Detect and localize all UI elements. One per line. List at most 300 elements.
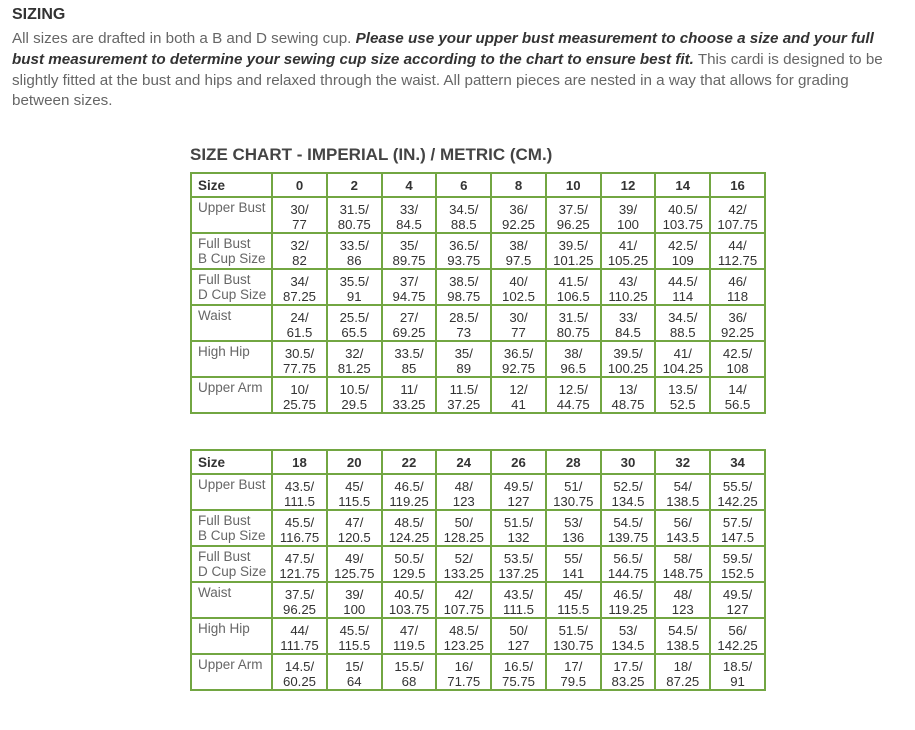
imperial-value: 14.5/ <box>284 659 315 674</box>
imperial-value: 13.5/ <box>668 382 698 397</box>
measurement-label-line: Waist <box>198 308 232 323</box>
measurement-cell <box>710 546 765 582</box>
metric-value: 143.5 <box>666 530 700 545</box>
metric-value: 114 <box>672 289 694 304</box>
imperial-value: 46.5/ <box>613 587 643 602</box>
imperial-value: 33/ <box>399 202 419 217</box>
measurement-cell <box>327 474 382 510</box>
measurement-cell <box>601 305 656 341</box>
metric-value: 87.25 <box>666 674 700 689</box>
measurement-cell <box>655 269 710 305</box>
size-header-cell: 2 <box>327 173 382 197</box>
metric-value: 93.75 <box>447 253 481 268</box>
measurement-cell <box>272 582 327 618</box>
measurement-cell <box>327 510 382 546</box>
table-row <box>191 546 765 582</box>
imperial-value: 37.5/ <box>284 587 315 602</box>
metric-value: 134.5 <box>611 494 645 509</box>
imperial-value: 30.5/ <box>284 346 315 361</box>
imperial-value: 48/ <box>454 479 473 494</box>
measurement-label <box>191 654 272 690</box>
measurement-cell <box>272 233 327 269</box>
measurement-cell <box>655 377 710 413</box>
measurement-label <box>191 582 272 618</box>
imperial-value: 12.5/ <box>558 382 588 397</box>
imperial-value: 43.5/ <box>284 479 315 494</box>
size-header-cell: 14 <box>655 173 710 197</box>
imperial-value: 36.5/ <box>449 238 479 253</box>
measurement-cell <box>655 341 710 377</box>
metric-value: 102.5 <box>501 289 535 304</box>
size-header-cell: 4 <box>382 173 437 197</box>
imperial-value: 54.5/ <box>668 623 698 638</box>
size-header-label: Size <box>191 173 272 197</box>
size-header-cell: 10 <box>546 173 601 197</box>
imperial-value: 15.5/ <box>394 659 424 674</box>
metric-value: 144.75 <box>607 566 649 581</box>
measurement-cell <box>272 654 327 690</box>
imperial-value: 59.5/ <box>722 551 753 566</box>
metric-value: 91 <box>346 289 362 304</box>
metric-value: 100 <box>616 217 639 232</box>
measurement-cell <box>436 546 491 582</box>
measurement-cell <box>272 618 327 654</box>
measurement-cell <box>601 654 656 690</box>
measurement-cell <box>546 546 601 582</box>
metric-value: 64 <box>346 674 362 689</box>
metric-value: 115.5 <box>338 494 371 509</box>
measurement-cell <box>546 510 601 546</box>
imperial-value: 53/ <box>564 515 583 530</box>
imperial-value: 16.5/ <box>503 659 534 674</box>
measurement-cell <box>436 305 491 341</box>
measurement-cell <box>601 197 656 233</box>
imperial-value: 36.5/ <box>503 346 534 361</box>
metric-value: 91 <box>730 674 745 689</box>
table-row <box>191 269 765 305</box>
metric-value: 116.75 <box>279 530 320 545</box>
imperial-value: 32/ <box>290 238 309 253</box>
metric-value: 127 <box>507 638 530 653</box>
measurement-label <box>191 510 272 546</box>
metric-value: 129.5 <box>392 566 426 581</box>
metric-value: 89.75 <box>392 253 426 268</box>
imperial-value: 48.5/ <box>394 515 424 530</box>
metric-value: 52.5 <box>669 397 696 412</box>
measurement-cell <box>436 654 491 690</box>
table-row <box>191 341 765 377</box>
metric-value: 87.25 <box>282 289 316 304</box>
size-header-cell: 6 <box>436 173 491 197</box>
size-header-cell: 34 <box>710 450 765 474</box>
imperial-value: 46.5/ <box>394 479 424 494</box>
imperial-value: 58/ <box>673 551 692 566</box>
measurement-cell <box>491 510 546 546</box>
imperial-value: 39.5/ <box>613 346 643 361</box>
measurement-label <box>191 233 272 269</box>
metric-value: 120.5 <box>337 530 371 545</box>
metric-value: 77.75 <box>282 361 316 376</box>
imperial-value: 43.5/ <box>503 587 534 602</box>
imperial-value: 42/ <box>454 587 473 602</box>
metric-value: 77 <box>292 217 307 232</box>
size-header-cell: 28 <box>546 450 601 474</box>
measurement-cell <box>272 546 327 582</box>
measurement-cell <box>272 269 327 305</box>
metric-value: 60.25 <box>282 674 316 689</box>
metric-value: 108 <box>726 361 749 376</box>
metric-value: 82 <box>292 253 307 268</box>
imperial-value: 17/ <box>564 659 583 674</box>
metric-value: 130.75 <box>553 638 594 653</box>
metric-value: 97.5 <box>505 253 532 268</box>
metric-value: 79.5 <box>560 674 587 689</box>
measurement-cell <box>491 546 546 582</box>
measurement-cell <box>436 197 491 233</box>
measurement-cell <box>601 474 656 510</box>
imperial-value: 50.5/ <box>394 551 424 566</box>
measurement-cell <box>655 654 710 690</box>
imperial-value: 41/ <box>673 346 692 361</box>
measurement-cell <box>546 582 601 618</box>
metric-value: 125.75 <box>334 566 375 581</box>
size-header-cell: 18 <box>272 450 327 474</box>
size-header-cell: 32 <box>655 450 710 474</box>
imperial-value: 38/ <box>509 238 528 253</box>
imperial-value: 34.5/ <box>449 202 479 217</box>
metric-value: 137.25 <box>498 566 539 581</box>
metric-value: 115.5 <box>557 602 590 617</box>
metric-value: 121.75 <box>279 566 320 581</box>
measurement-cell <box>436 341 491 377</box>
measurement-cell <box>436 377 491 413</box>
metric-value: 96.5 <box>560 361 587 376</box>
measurement-cell <box>382 197 437 233</box>
measurement-label-line: Full Bust <box>198 272 251 287</box>
measurement-cell <box>436 582 491 618</box>
metric-value: 84.5 <box>396 217 422 232</box>
table-row <box>191 654 765 690</box>
size-header-row <box>191 450 765 474</box>
measurement-cell <box>601 377 656 413</box>
imperial-value: 11.5/ <box>449 382 478 397</box>
metric-value: 107.75 <box>717 217 758 232</box>
measurement-cell <box>436 510 491 546</box>
measurement-cell <box>491 377 546 413</box>
imperial-value: 18/ <box>673 659 692 674</box>
metric-value: 29.5 <box>341 397 368 412</box>
measurement-label-line: Upper Bust <box>198 200 266 215</box>
metric-value: 103.75 <box>662 217 703 232</box>
metric-value: 73 <box>456 325 472 340</box>
metric-value: 88.5 <box>450 217 477 232</box>
imperial-value: 48.5/ <box>449 623 479 638</box>
metric-value: 101.25 <box>553 253 594 268</box>
table-row <box>191 233 765 269</box>
measurement-cell <box>546 341 601 377</box>
metric-value: 148.75 <box>662 566 703 581</box>
measurement-cell <box>491 269 546 305</box>
metric-value: 111.5 <box>283 494 316 509</box>
measurement-cell <box>655 618 710 654</box>
measurement-label-line: High Hip <box>198 344 250 359</box>
measurement-cell <box>710 618 765 654</box>
imperial-value: 42/ <box>728 202 747 217</box>
measurement-cell <box>710 377 765 413</box>
imperial-value: 45.5/ <box>339 623 369 638</box>
imperial-value: 12/ <box>509 382 528 397</box>
measurement-cell <box>546 654 601 690</box>
measurement-cell <box>272 377 327 413</box>
metric-value: 133.25 <box>443 566 484 581</box>
measurement-cell <box>382 546 437 582</box>
measurement-cell <box>710 474 765 510</box>
table-row <box>191 377 765 413</box>
measurement-cell <box>327 305 382 341</box>
measurement-cell <box>272 474 327 510</box>
measurement-cell <box>546 618 601 654</box>
imperial-value: 51/ <box>564 479 583 494</box>
metric-value: 118 <box>727 289 749 304</box>
measurement-cell <box>436 618 491 654</box>
measurement-label <box>191 377 272 413</box>
metric-value: 141 <box>562 566 585 581</box>
metric-value: 123 <box>671 602 694 617</box>
measurement-cell <box>546 197 601 233</box>
measurement-cell <box>655 474 710 510</box>
imperial-value: 13/ <box>618 382 638 397</box>
imperial-value: 47/ <box>345 515 364 530</box>
measurement-cell <box>710 305 765 341</box>
imperial-value: 46/ <box>728 274 747 289</box>
metric-value: 127 <box>507 494 530 509</box>
measurement-cell <box>655 510 710 546</box>
measurement-cell <box>491 233 546 269</box>
size-header-cell: 30 <box>601 450 656 474</box>
measurement-cell <box>327 618 382 654</box>
imperial-value: 18.5/ <box>722 659 753 674</box>
measurement-cell <box>327 197 382 233</box>
measurement-label <box>191 474 272 510</box>
measurement-cell <box>546 474 601 510</box>
measurement-cell <box>546 305 601 341</box>
metric-value: 33.25 <box>392 397 426 412</box>
imperial-value: 17.5/ <box>613 659 643 674</box>
measurement-label <box>191 618 272 654</box>
measurement-cell <box>327 233 382 269</box>
measurement-cell <box>491 582 546 618</box>
measurement-cell <box>491 197 546 233</box>
measurement-cell <box>655 197 710 233</box>
metric-value: 77 <box>511 325 526 340</box>
imperial-value: 54/ <box>673 479 692 494</box>
imperial-value: 41/ <box>618 238 638 253</box>
imperial-value: 33.5/ <box>339 238 369 253</box>
intro-text-start: All sizes are drafted in both a B and D sewing cup. <box>12 30 356 47</box>
metric-value: 98.75 <box>447 289 481 304</box>
measurement-cell <box>382 618 437 654</box>
measurement-cell <box>710 341 765 377</box>
measurement-cell <box>382 377 437 413</box>
measurement-cell <box>327 341 382 377</box>
imperial-value: 49/ <box>345 551 364 566</box>
metric-value: 139.75 <box>607 530 649 545</box>
imperial-value: 36/ <box>509 202 528 217</box>
measurement-cell <box>601 582 656 618</box>
metric-value: 112.75 <box>717 253 758 268</box>
metric-value: 96.25 <box>556 217 590 232</box>
measurement-cell <box>272 510 327 546</box>
measurement-cell <box>382 510 437 546</box>
metric-value: 69.25 <box>392 325 426 340</box>
metric-value: 138.5 <box>666 638 700 653</box>
imperial-value: 52.5/ <box>613 479 643 494</box>
imperial-value: 49.5/ <box>722 587 753 602</box>
size-header-cell: 16 <box>710 173 765 197</box>
size-header-cell: 26 <box>491 450 546 474</box>
measurement-cell <box>436 233 491 269</box>
imperial-value: 25.5/ <box>339 310 369 325</box>
measurement-label-line: D Cup Size <box>198 287 267 302</box>
measurement-label-line: Full Bust <box>198 549 251 564</box>
measurement-cell <box>655 305 710 341</box>
metric-value: 111.5 <box>502 602 535 617</box>
measurement-cell <box>491 341 546 377</box>
imperial-value: 28.5/ <box>449 310 479 325</box>
imperial-value: 47.5/ <box>284 551 315 566</box>
imperial-value: 39/ <box>345 587 364 602</box>
metric-value: 142.25 <box>717 494 758 509</box>
measurement-cell <box>601 546 656 582</box>
metric-value: 86 <box>346 253 362 268</box>
imperial-value: 45/ <box>345 479 364 494</box>
imperial-value: 39/ <box>618 202 638 217</box>
metric-value: 136 <box>562 530 585 545</box>
size-header-cell: 12 <box>601 173 656 197</box>
metric-value: 92.75 <box>501 361 535 376</box>
size-chart-table-small <box>190 172 766 414</box>
imperial-value: 50/ <box>509 623 528 638</box>
imperial-value: 10.5/ <box>339 382 369 397</box>
metric-value: 127 <box>726 602 749 617</box>
metric-value: 100.25 <box>607 361 649 376</box>
measurement-label <box>191 197 272 233</box>
size-header-row <box>191 173 765 197</box>
metric-value: 103.75 <box>388 602 430 617</box>
metric-value: 142.25 <box>717 638 758 653</box>
imperial-value: 27/ <box>399 310 419 325</box>
measurement-label <box>191 305 272 341</box>
imperial-value: 55/ <box>564 551 583 566</box>
metric-value: 83.25 <box>611 674 645 689</box>
imperial-value: 15/ <box>345 659 364 674</box>
imperial-value: 51.5/ <box>503 515 534 530</box>
intro-text-end: This cardi is designed to be slightly fitted at the bust and hips and relaxed through the waist. All pattern pieces are nested in a way that allows for grading between sizes. <box>12 50 883 110</box>
measurement-label-line: Waist <box>198 585 232 600</box>
metric-value: 105.25 <box>607 253 649 268</box>
imperial-value: 30/ <box>290 202 309 217</box>
metric-value: 88.5 <box>669 325 696 340</box>
measurement-cell <box>655 233 710 269</box>
measurement-cell <box>491 305 546 341</box>
measurement-cell <box>327 377 382 413</box>
metric-value: 119.25 <box>608 602 648 617</box>
measurement-label-line: B Cup Size <box>198 251 266 266</box>
metric-value: 123 <box>452 494 475 509</box>
size-chart-title: SIZE CHART - IMPERIAL (IN.) / METRIC (CM.) <box>190 145 553 164</box>
imperial-value: 47/ <box>399 623 419 638</box>
metric-value: 80.75 <box>556 325 590 340</box>
measurement-cell <box>272 341 327 377</box>
metric-value: 109 <box>671 253 694 268</box>
imperial-value: 52/ <box>454 551 473 566</box>
metric-value: 119.5 <box>392 638 426 653</box>
imperial-value: 10/ <box>290 382 309 397</box>
measurement-cell <box>327 269 382 305</box>
metric-value: 80.75 <box>337 217 371 232</box>
measurement-cell <box>710 233 765 269</box>
measurement-label <box>191 546 272 582</box>
measurement-cell <box>710 654 765 690</box>
metric-value: 96.25 <box>282 602 316 617</box>
imperial-value: 36/ <box>728 310 747 325</box>
measurement-cell <box>655 546 710 582</box>
measurement-label-line: B Cup Size <box>198 528 266 543</box>
size-header-label: Size <box>191 450 272 474</box>
imperial-value: 49.5/ <box>503 479 534 494</box>
measurement-cell <box>546 269 601 305</box>
metric-value: 147.5 <box>721 530 755 545</box>
measurement-cell <box>382 654 437 690</box>
table-row <box>191 582 765 618</box>
metric-value: 61.5 <box>286 325 313 340</box>
imperial-value: 40/ <box>509 274 528 289</box>
metric-value: 107.75 <box>443 602 484 617</box>
imperial-value: 39.5/ <box>558 238 588 253</box>
imperial-value: 33/ <box>618 310 638 325</box>
measurement-label-line: Full Bust <box>198 513 251 528</box>
metric-value: 65.5 <box>341 325 368 340</box>
measurement-cell <box>382 233 437 269</box>
metric-value: 119.25 <box>389 494 429 509</box>
imperial-value: 56/ <box>728 623 747 638</box>
measurement-cell <box>327 546 382 582</box>
imperial-value: 53/ <box>618 623 638 638</box>
measurement-label-line: Upper Arm <box>198 380 263 395</box>
metric-value: 110.25 <box>608 289 648 304</box>
table-row <box>191 474 765 510</box>
imperial-value: 54.5/ <box>613 515 643 530</box>
measurement-cell <box>710 582 765 618</box>
metric-value: 48.75 <box>611 397 645 412</box>
measurement-cell <box>710 510 765 546</box>
imperial-value: 45.5/ <box>284 515 315 530</box>
table-row <box>191 510 765 546</box>
size-header-cell: 24 <box>436 450 491 474</box>
imperial-value: 45/ <box>564 587 583 602</box>
imperial-value: 44/ <box>290 623 309 638</box>
imperial-value: 48/ <box>673 587 692 602</box>
imperial-value: 53.5/ <box>503 551 534 566</box>
imperial-value: 42.5/ <box>722 346 753 361</box>
measurement-cell <box>382 474 437 510</box>
metric-value: 41 <box>511 397 526 412</box>
measurement-label-line: Full Bust <box>198 236 251 251</box>
metric-value: 44.75 <box>556 397 590 412</box>
table-row <box>191 197 765 233</box>
imperial-value: 35/ <box>399 238 419 253</box>
measurement-cell <box>546 377 601 413</box>
